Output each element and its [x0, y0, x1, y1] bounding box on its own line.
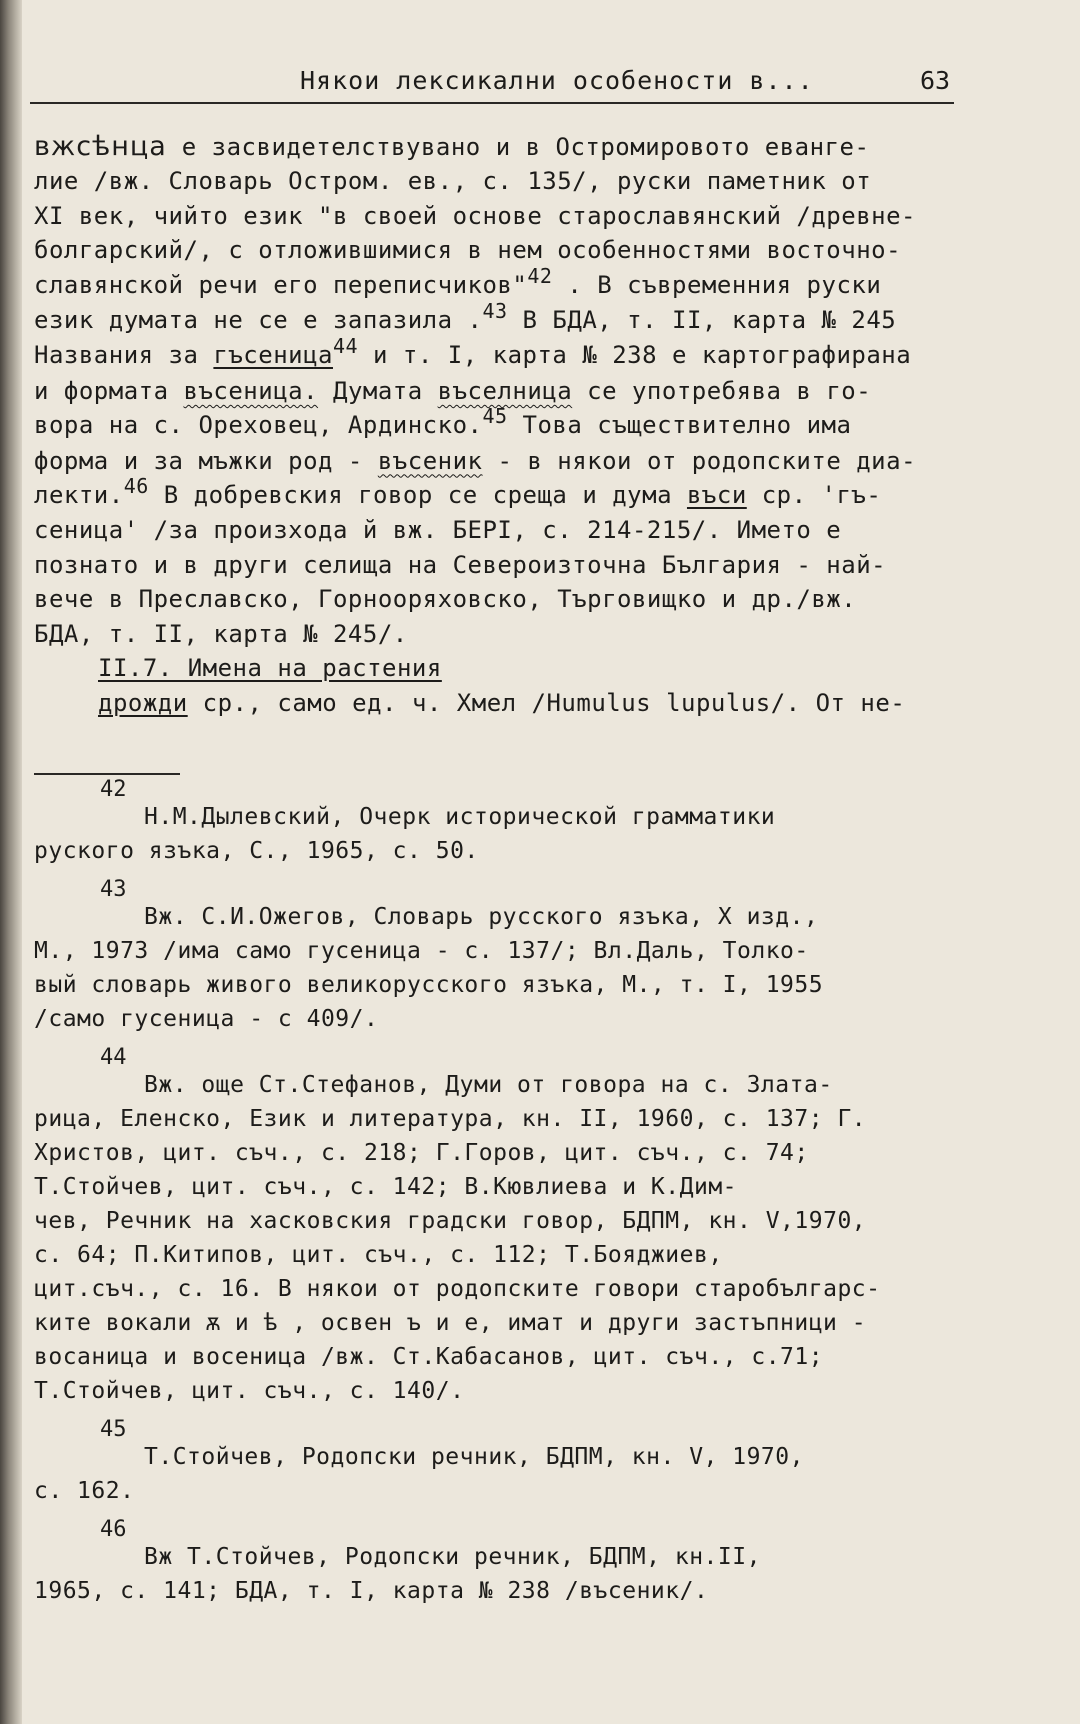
footnote-line: Вж. С.И.Ожегов, Словарь русского язъка, X изд.,	[144, 904, 819, 930]
footnote-line: рица, Еленско, Език и литература, кн. II, 1960, с. 137; Г.	[34, 1106, 867, 1132]
footnote-line: Вж Т.Стойчев, Родопски речник, БДПМ, кн.II,	[144, 1544, 761, 1570]
footnote-line: Н.М.Дылевский, Очерк исторической грамматики	[144, 804, 776, 830]
wavy-underlined-term: въсеник	[377, 446, 483, 475]
footnote-line: руского язъка, С., 1965, с. 50.	[34, 838, 479, 864]
text-line	[34, 686, 974, 720]
footnote-line: с. 162.	[34, 1478, 135, 1504]
text-line	[34, 334, 974, 373]
footnote-line: вый словарь живого великорусского язъка, М., т. I, 1955	[34, 972, 824, 998]
text-line	[34, 199, 974, 233]
footnotes	[34, 778, 984, 1618]
footnote	[34, 1046, 984, 1408]
footnote-line: цит.съч., с. 16. В някои от родопските говори старобългарс-	[34, 1276, 881, 1302]
line-text: познато и в други селища на Североизточна България - най-	[34, 550, 887, 579]
line-text: болгарский/, с отложившимися в нем особенностями восточно-	[34, 236, 902, 265]
text-line	[34, 513, 974, 547]
wavy-underlined-term: въселница	[437, 376, 573, 405]
text-line	[34, 582, 974, 616]
footnote-ref: 44	[332, 334, 359, 359]
line-text: лие /вж. Словарь Остром. ев., с. 135/, руски паметник от	[34, 167, 872, 196]
footnote-line: Христов, цит. съч., с. 218; Г.Горов, цит. съч., с. 74;	[34, 1140, 809, 1166]
text-line	[34, 474, 974, 513]
footnote-line: ките вокали ѫ и ѣ , освен ъ и е, имат и други застъпници -	[34, 1310, 867, 1336]
footnote-line: Т.Стойчев, цит. съч., с. 142; В.Кювлиева и К.Дим-	[34, 1174, 738, 1200]
line-text: вече в Преславско, Горнооряховско, Търговищко и др./вж.	[34, 585, 857, 614]
section-heading	[34, 651, 974, 685]
footnote-ref: 43	[482, 299, 508, 324]
line-text: се употребява в го-	[572, 376, 872, 405]
footnote-number: 46	[100, 1517, 127, 1542]
footnote	[34, 1518, 984, 1608]
line-text: форма и за мъжки род -	[34, 446, 378, 475]
page-number: 63	[920, 66, 951, 95]
line-text: БДА, т. II, карта № 245/.	[34, 619, 408, 648]
text-line	[34, 130, 974, 164]
footnote-number: 45	[100, 1417, 127, 1442]
line-text: XI век, чийто език "в своей основе старославянский /древне-	[34, 201, 917, 230]
footnote-number: 42	[100, 777, 127, 802]
line-text: ср. 'гъ-	[746, 481, 882, 510]
footnote-line: восаница и восеница /вж. Ст.Кабасанов, цит. съч., с.71;	[34, 1344, 824, 1370]
line-text: сеница' /за произхода й вж. БЕРI, с. 214-215/. Името е	[34, 516, 842, 545]
line-text: ср., само ед. ч. Хмел /Humulus lupulus/. От не-	[187, 688, 906, 717]
footnote-line: Вж. още Ст.Стефанов, Думи от говора на с. Злата-	[144, 1072, 833, 1098]
lead-word: вжсѣнца	[34, 131, 167, 162]
text-line	[34, 263, 974, 303]
header-rule	[30, 102, 954, 104]
line-text: език думата не се е запазила .	[34, 306, 483, 335]
line-text: и т. I, карта № 238 е картографирана	[358, 341, 912, 370]
main-text	[34, 130, 974, 720]
text-line	[34, 617, 974, 651]
page-edge-shadow	[0, 0, 22, 1724]
underlined-term: гъсеница	[213, 341, 333, 370]
running-title: Някои лексикални особености в...	[300, 66, 814, 95]
footnote-line: М., 1973 /има само гусеница - с. 137/; Вл.Даль, Толко-	[34, 938, 809, 964]
section-heading-text: II.7. Имена на растения	[98, 654, 442, 683]
line-text: . В съвременния руски	[552, 270, 882, 299]
text-line	[34, 404, 974, 443]
line-text: Думата	[318, 376, 438, 405]
wavy-underlined-term: въсеница.	[183, 376, 319, 405]
line-text: славянской речи его переписчиков"	[34, 270, 528, 299]
footnote-rule	[34, 773, 180, 775]
line-text: Това съществително има	[507, 411, 852, 440]
line-text: - в някои от родопските диа-	[482, 446, 917, 475]
text-line	[34, 233, 974, 267]
text-line	[34, 164, 974, 198]
page-header	[30, 66, 954, 106]
line-text: и формата	[34, 376, 184, 405]
underlined-term: въси	[686, 481, 747, 510]
footnote-line: /само гусеница - с 409/.	[34, 1006, 379, 1032]
line-text: лекти.	[34, 481, 124, 510]
text-line	[34, 548, 974, 582]
line-text: Названия за	[34, 341, 214, 370]
text-line	[34, 299, 974, 338]
line-text: В БДА, т. II, карта № 245	[507, 306, 897, 335]
footnote-line: чев, Речник на хасковския градски говор, БДПМ, кн. V,1970,	[34, 1208, 867, 1234]
footnote-number: 43	[100, 877, 127, 902]
footnote-line: Т.Стойчев, Родопски речник, БДПМ, кн. V, 1970,	[144, 1444, 804, 1470]
text-line	[34, 444, 974, 478]
line-text: В добревския говор се среща и дума	[148, 481, 687, 510]
line-text: вора на с. Ореховец, Ардинско.	[34, 411, 483, 440]
footnote-ref: 45	[482, 404, 508, 429]
footnote	[34, 878, 984, 1036]
footnote-number: 44	[100, 1045, 127, 1070]
footnote-line: Т.Стойчев, цит. съч., с. 140/.	[34, 1378, 465, 1404]
footnote	[34, 1418, 984, 1508]
line-text: е засвидетелствувано и в Остромировото еванге-	[166, 133, 870, 161]
footnote-ref: 46	[123, 474, 149, 499]
footnote	[34, 778, 984, 868]
footnote-ref: 42	[527, 263, 553, 288]
entry-term: дрожди	[98, 688, 188, 717]
footnote-line: с. 64; П.Китипов, цит. съч., с. 112; Т.Бояджиев,	[34, 1242, 723, 1268]
footnote-line: 1965, с. 141; БДА, т. I, карта № 238 /въсеник/.	[34, 1578, 709, 1604]
